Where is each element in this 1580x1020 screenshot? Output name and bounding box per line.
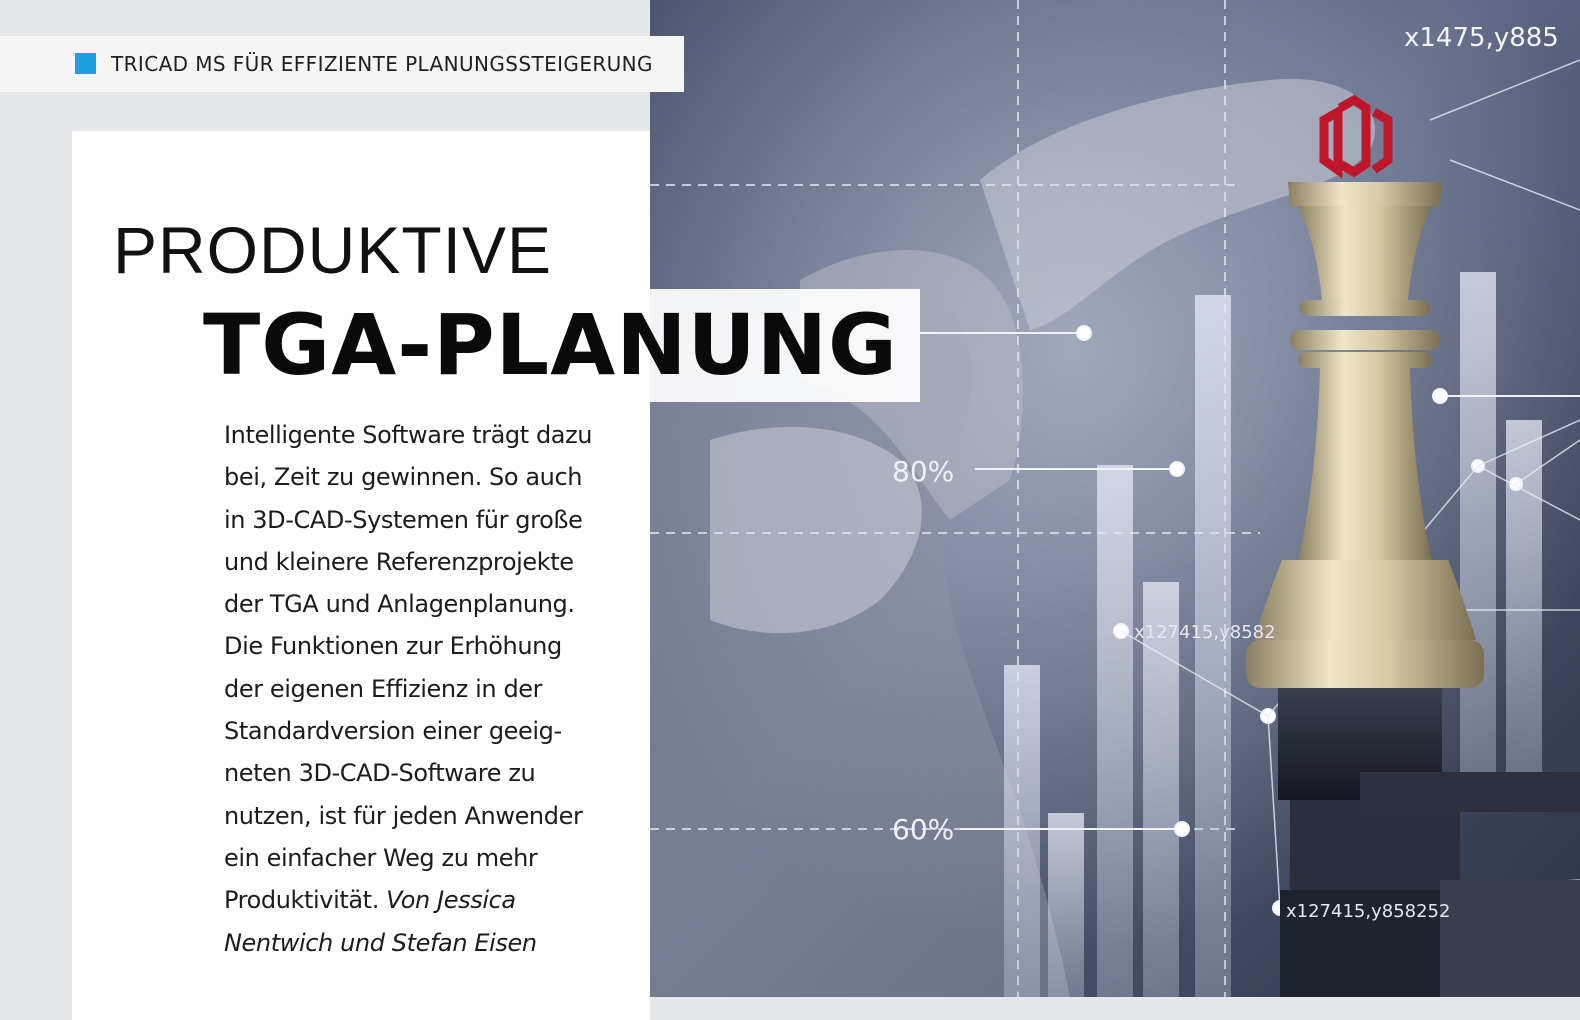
hero-image [650,0,1580,997]
lead-text-end: Produktivität. [224,886,387,915]
lead-line-final [224,879,634,921]
label-80-percent: 80% [892,455,955,488]
lead-line: Die Funktionen zur Erhöhung [224,632,562,661]
byline-start: Von Jessica [386,886,516,915]
lead-line: ein einfacher Weg zu mehr [224,843,538,872]
section-marker-square [75,53,96,74]
lead-line: und kleinere Referenzprojekte [224,547,574,576]
byline-authors: Nentwich und Stefan Eisen [224,928,537,957]
lead-line: Intelligente Software trägt dazu [224,421,593,449]
byline [224,922,634,964]
lead-line: neten 3D-CAD-Software zu [224,759,536,788]
lead-line: in 3D-CAD-Systemen für große [224,505,583,534]
coordinate-label-top: x1475,y885 [1404,23,1559,53]
coordinate-label-middle: x127415,y8582 [1134,622,1276,643]
lead-line: Standardversion einer geeig- [224,717,562,746]
lead-paragraph [224,414,634,964]
section-header-bar [0,36,684,92]
lead-line: bei, Zeit zu gewinnen. So auch [224,463,583,492]
lead-line: der eigenen Effizienz in der [224,674,543,703]
lead-line: nutzen, ist für jeden Anwender [224,801,583,830]
headline-line-1: PRODUKTIVE [113,213,553,287]
lead-line: der TGA und Anlagenplanung. [224,590,575,619]
coordinate-label-bottom: x127415,y858252 [1286,901,1451,922]
headline-line-2: TGA-PLANUNG [203,296,898,394]
section-label: TRICAD MS FÜR EFFIZIENTE PLANUNGSSTEIGERUNG [111,52,653,76]
label-60-percent: 60% [892,813,955,846]
